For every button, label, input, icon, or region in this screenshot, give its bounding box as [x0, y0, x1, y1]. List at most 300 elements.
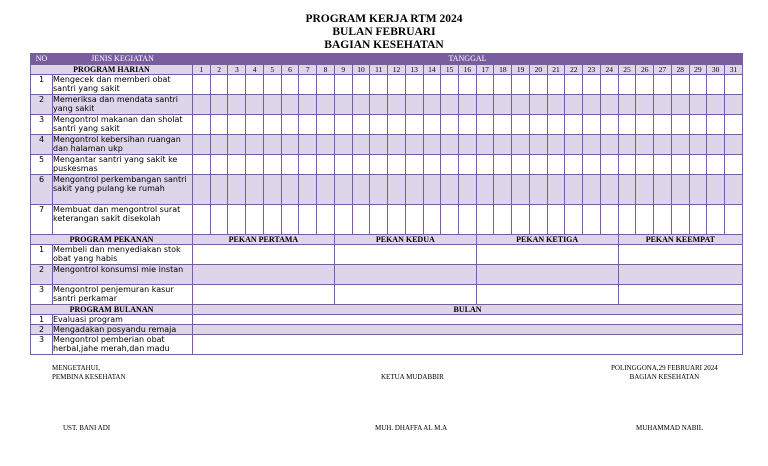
signature-right-line1: POLINGGONA,29 FEBRUARI 2024 [611, 364, 718, 372]
day-cell[interactable] [671, 95, 689, 115]
day-cell[interactable] [600, 115, 618, 135]
day-cell[interactable] [689, 75, 707, 95]
day-cell[interactable] [547, 205, 565, 235]
day-number: 23 [583, 65, 601, 75]
day-cell[interactable] [352, 115, 370, 135]
activity-description: Membuat dan mengontrol surat keterangan sakit disekolah [53, 205, 193, 235]
day-cell[interactable] [423, 155, 441, 175]
header-no: NO [31, 54, 53, 65]
day-cell[interactable] [441, 155, 459, 175]
week-cell[interactable] [476, 245, 618, 265]
day-cell[interactable] [583, 155, 601, 175]
day-cell[interactable] [228, 135, 246, 155]
day-cell[interactable] [263, 115, 281, 135]
day-cell[interactable] [193, 135, 211, 155]
day-cell[interactable] [654, 95, 672, 115]
day-cell[interactable] [671, 135, 689, 155]
day-cell[interactable] [689, 175, 707, 205]
day-number: 30 [707, 65, 725, 75]
day-cell[interactable] [441, 205, 459, 235]
day-cell[interactable] [512, 155, 530, 175]
day-number: 4 [246, 65, 264, 75]
day-cell[interactable] [263, 205, 281, 235]
day-cell[interactable] [193, 95, 211, 115]
day-cell[interactable] [263, 95, 281, 115]
day-cell[interactable] [228, 115, 246, 135]
day-cell[interactable] [370, 205, 388, 235]
table-row [31, 155, 743, 175]
day-cell[interactable] [317, 175, 335, 205]
day-cell[interactable] [317, 75, 335, 95]
day-number: 27 [654, 65, 672, 75]
day-cell[interactable] [228, 175, 246, 205]
day-cell[interactable] [210, 205, 228, 235]
day-cell[interactable] [725, 95, 743, 115]
day-number: 26 [636, 65, 654, 75]
day-cell[interactable] [547, 75, 565, 95]
day-cell[interactable] [334, 115, 352, 135]
day-cell[interactable] [246, 115, 264, 135]
day-cell[interactable] [388, 135, 406, 155]
day-cell[interactable] [352, 135, 370, 155]
week-cell[interactable] [334, 245, 476, 265]
day-cell[interactable] [565, 205, 583, 235]
week-header: PEKAN KEDUA [334, 235, 476, 245]
day-cell[interactable] [636, 175, 654, 205]
day-cell[interactable] [388, 175, 406, 205]
day-cell[interactable] [441, 95, 459, 115]
activity-description: Evaluasi program [53, 315, 193, 325]
day-cell[interactable] [654, 175, 672, 205]
day-cell[interactable] [210, 135, 228, 155]
day-cell[interactable] [689, 205, 707, 235]
row-number: 3 [31, 285, 53, 305]
day-cell[interactable] [423, 175, 441, 205]
day-number: 16 [459, 65, 477, 75]
day-cell[interactable] [210, 115, 228, 135]
day-cell[interactable] [565, 155, 583, 175]
day-cell[interactable] [618, 95, 636, 115]
day-cell[interactable] [529, 95, 547, 115]
activity-description: Mengecek dan memberi obat santri yang sakit [53, 75, 193, 95]
day-cell[interactable] [600, 135, 618, 155]
day-cell[interactable] [299, 135, 317, 155]
day-cell[interactable] [334, 205, 352, 235]
day-cell[interactable] [210, 155, 228, 175]
day-cell[interactable] [565, 115, 583, 135]
day-cell[interactable] [281, 155, 299, 175]
day-cell[interactable] [494, 115, 512, 135]
day-number: 17 [476, 65, 494, 75]
day-cell[interactable] [636, 75, 654, 95]
row-number: 1 [31, 245, 53, 265]
row-number: 1 [31, 75, 53, 95]
day-cell[interactable] [636, 135, 654, 155]
day-cell[interactable] [476, 205, 494, 235]
day-number: 1 [193, 65, 211, 75]
day-cell[interactable] [334, 95, 352, 115]
day-cell[interactable] [263, 155, 281, 175]
day-cell[interactable] [618, 205, 636, 235]
activity-description: Membeli dan menyediakan stok obat yang habis [53, 245, 193, 265]
day-cell[interactable] [281, 175, 299, 205]
day-cell[interactable] [228, 155, 246, 175]
day-cell[interactable] [459, 155, 477, 175]
day-cell[interactable] [476, 115, 494, 135]
table-row [31, 95, 743, 115]
title-line-1: PROGRAM KERJA RTM 2024 [305, 13, 463, 25]
day-cell[interactable] [494, 95, 512, 115]
day-cell[interactable] [476, 135, 494, 155]
signature-center-name: MUH. DHAFFA AL M.A [375, 424, 448, 432]
table-row [31, 175, 743, 205]
day-cell[interactable] [405, 135, 423, 155]
day-cell[interactable] [565, 75, 583, 95]
day-cell[interactable] [263, 135, 281, 155]
row-number: 2 [31, 265, 53, 285]
day-cell[interactable] [689, 115, 707, 135]
day-cell[interactable] [583, 135, 601, 155]
week-cell[interactable] [618, 285, 742, 305]
day-cell[interactable] [281, 115, 299, 135]
day-number: 13 [405, 65, 423, 75]
day-cell[interactable] [636, 205, 654, 235]
day-cell[interactable] [547, 95, 565, 115]
day-cell[interactable] [423, 95, 441, 115]
day-cell[interactable] [334, 155, 352, 175]
day-cell[interactable] [388, 205, 406, 235]
day-cell[interactable] [618, 175, 636, 205]
activity-description: Mengontrol konsumsi mie instan [53, 265, 193, 285]
day-cell[interactable] [689, 135, 707, 155]
day-cell[interactable] [352, 175, 370, 205]
day-cell[interactable] [370, 175, 388, 205]
day-cell[interactable] [494, 75, 512, 95]
day-cell[interactable] [405, 95, 423, 115]
activity-description: Mengontrol penjemuran kasur santri perkamar [53, 285, 193, 305]
day-cell[interactable] [725, 75, 743, 95]
day-cell[interactable] [405, 205, 423, 235]
day-cell[interactable] [547, 135, 565, 155]
day-cell[interactable] [193, 155, 211, 175]
week-cell[interactable] [193, 245, 335, 265]
day-cell[interactable] [512, 115, 530, 135]
week-cell[interactable] [193, 265, 335, 285]
day-cell[interactable] [405, 155, 423, 175]
signature-left-line2: PEMBINA KESEHATAN [52, 373, 126, 381]
day-cell[interactable] [441, 75, 459, 95]
day-cell[interactable] [547, 175, 565, 205]
day-cell[interactable] [689, 95, 707, 115]
day-cell[interactable] [352, 75, 370, 95]
day-cell[interactable] [565, 135, 583, 155]
day-cell[interactable] [494, 175, 512, 205]
week-cell[interactable] [476, 265, 618, 285]
day-cell[interactable] [299, 205, 317, 235]
week-cell[interactable] [193, 285, 335, 305]
day-cell[interactable] [618, 155, 636, 175]
day-cell[interactable] [370, 135, 388, 155]
day-cell[interactable] [370, 95, 388, 115]
day-cell[interactable] [210, 75, 228, 95]
program-table [30, 53, 743, 355]
day-cell[interactable] [405, 175, 423, 205]
day-cell[interactable] [317, 135, 335, 155]
day-cell[interactable] [565, 95, 583, 115]
day-cell[interactable] [707, 75, 725, 95]
day-cell[interactable] [299, 155, 317, 175]
week-cell[interactable] [476, 285, 618, 305]
section-pekanan-row [31, 235, 743, 245]
day-cell[interactable] [583, 75, 601, 95]
day-cell[interactable] [334, 135, 352, 155]
day-cell[interactable] [210, 175, 228, 205]
signature-right-name: MUHAMMAD NABIL [636, 424, 704, 432]
day-cell[interactable] [388, 95, 406, 115]
day-cell[interactable] [441, 175, 459, 205]
day-cell[interactable] [512, 175, 530, 205]
day-cell[interactable] [193, 75, 211, 95]
day-cell[interactable] [725, 175, 743, 205]
day-cell[interactable] [600, 75, 618, 95]
day-cell[interactable] [299, 75, 317, 95]
day-cell[interactable] [707, 95, 725, 115]
week-cell[interactable] [334, 265, 476, 285]
day-cell[interactable] [618, 75, 636, 95]
day-cell[interactable] [228, 95, 246, 115]
day-cell[interactable] [388, 75, 406, 95]
day-cell[interactable] [671, 75, 689, 95]
section-bulanan-title: PROGRAM BULANAN [31, 305, 193, 315]
day-cell[interactable] [529, 115, 547, 135]
day-cell[interactable] [441, 115, 459, 135]
day-cell[interactable] [671, 205, 689, 235]
day-cell[interactable] [671, 155, 689, 175]
day-cell[interactable] [388, 155, 406, 175]
day-cell[interactable] [725, 155, 743, 175]
day-cell[interactable] [228, 205, 246, 235]
day-cell[interactable] [512, 95, 530, 115]
day-cell[interactable] [707, 175, 725, 205]
day-cell[interactable] [671, 175, 689, 205]
day-cell[interactable] [441, 135, 459, 155]
day-cell[interactable] [334, 75, 352, 95]
day-cell[interactable] [707, 205, 725, 235]
day-cell[interactable] [370, 155, 388, 175]
day-cell[interactable] [583, 175, 601, 205]
day-cell[interactable] [512, 135, 530, 155]
day-cell[interactable] [423, 115, 441, 135]
table-header-row [31, 54, 743, 65]
day-cell[interactable] [529, 205, 547, 235]
day-cell[interactable] [476, 175, 494, 205]
day-cell[interactable] [193, 175, 211, 205]
table-row [31, 205, 743, 235]
day-cell[interactable] [547, 155, 565, 175]
activity-description: Mengontrol kebersihan ruangan dan halaman ukp [53, 135, 193, 155]
day-cell[interactable] [317, 95, 335, 115]
day-cell[interactable] [317, 155, 335, 175]
activity-description: Mengantar santri yang sakit ke puskesmas [53, 155, 193, 175]
week-header: PEKAN KEEMPAT [618, 235, 742, 245]
day-number: 18 [494, 65, 512, 75]
day-cell[interactable] [405, 75, 423, 95]
day-cell[interactable] [281, 75, 299, 95]
signature-center-line: KETUA MUDABBIR [381, 373, 444, 381]
table-row [31, 285, 743, 305]
day-cell[interactable] [654, 135, 672, 155]
day-cell[interactable] [583, 115, 601, 135]
day-cell[interactable] [334, 175, 352, 205]
day-cell[interactable] [210, 95, 228, 115]
day-number: 9 [334, 65, 352, 75]
day-cell[interactable] [600, 205, 618, 235]
day-cell[interactable] [193, 115, 211, 135]
day-cell[interactable] [317, 115, 335, 135]
day-cell[interactable] [512, 205, 530, 235]
day-cell[interactable] [476, 155, 494, 175]
month-cell[interactable] [193, 325, 743, 335]
header-tanggal: TANGGAL [193, 54, 743, 65]
day-number: 5 [263, 65, 281, 75]
day-cell[interactable] [459, 135, 477, 155]
day-cell[interactable] [512, 75, 530, 95]
day-cell[interactable] [423, 135, 441, 155]
week-header: PEKAN PERTAMA [193, 235, 335, 245]
week-cell[interactable] [334, 285, 476, 305]
day-cell[interactable] [246, 205, 264, 235]
day-cell[interactable] [352, 155, 370, 175]
day-cell[interactable] [228, 75, 246, 95]
title-line-3: BAGIAN KESEHATAN [324, 39, 444, 51]
row-number: 6 [31, 175, 53, 205]
day-cell[interactable] [281, 135, 299, 155]
day-number: 6 [281, 65, 299, 75]
day-cell[interactable] [600, 95, 618, 115]
activity-description: Mengadakan posyandu remaja [53, 325, 193, 335]
day-cell[interactable] [494, 135, 512, 155]
day-cell[interactable] [246, 75, 264, 95]
day-cell[interactable] [654, 115, 672, 135]
day-number: 10 [352, 65, 370, 75]
activity-description: Mengontrol pemberian obat herbal,jahe merah,dan madu [53, 335, 193, 355]
day-cell[interactable] [299, 175, 317, 205]
day-cell[interactable] [636, 155, 654, 175]
week-cell[interactable] [618, 265, 742, 285]
day-cell[interactable] [476, 95, 494, 115]
day-cell[interactable] [565, 175, 583, 205]
day-cell[interactable] [529, 175, 547, 205]
day-cell[interactable] [494, 155, 512, 175]
day-number: 31 [725, 65, 743, 75]
day-cell[interactable] [370, 115, 388, 135]
day-cell[interactable] [725, 135, 743, 155]
day-cell[interactable] [317, 205, 335, 235]
day-cell[interactable] [370, 75, 388, 95]
day-cell[interactable] [193, 205, 211, 235]
document-title [0, 13, 768, 52]
day-cell[interactable] [547, 115, 565, 135]
day-cell[interactable] [281, 95, 299, 115]
day-number: 3 [228, 65, 246, 75]
day-cell[interactable] [246, 155, 264, 175]
day-cell[interactable] [689, 155, 707, 175]
signature-right-line2: BAGIAN KESEHATAN [629, 373, 700, 381]
day-cell[interactable] [246, 175, 264, 205]
day-cell[interactable] [423, 75, 441, 95]
day-cell[interactable] [459, 205, 477, 235]
day-number: 2 [210, 65, 228, 75]
activity-description: Mengontrol perkembangan santri sakit yang pulang ke rumah [53, 175, 193, 205]
day-cell[interactable] [352, 95, 370, 115]
table-row [31, 315, 743, 325]
day-cell[interactable] [600, 155, 618, 175]
row-number: 3 [31, 115, 53, 135]
day-cell[interactable] [707, 115, 725, 135]
day-cell[interactable] [636, 95, 654, 115]
day-cell[interactable] [459, 115, 477, 135]
day-cell[interactable] [725, 205, 743, 235]
day-cell[interactable] [636, 115, 654, 135]
day-cell[interactable] [671, 115, 689, 135]
day-cell[interactable] [246, 135, 264, 155]
day-cell[interactable] [707, 135, 725, 155]
day-cell[interactable] [529, 75, 547, 95]
signature-center-header [381, 373, 444, 382]
header-jenis-kegiatan: JENIS KEGIATAN [53, 54, 193, 65]
title-line-2: BULAN FEBRUARI [332, 26, 436, 38]
month-cell[interactable] [193, 335, 743, 355]
day-cell[interactable] [263, 175, 281, 205]
day-cell[interactable] [583, 95, 601, 115]
day-cell[interactable] [725, 115, 743, 135]
day-cell[interactable] [529, 135, 547, 155]
day-cell[interactable] [459, 95, 477, 115]
day-cell[interactable] [459, 75, 477, 95]
day-cell[interactable] [299, 115, 317, 135]
week-cell[interactable] [618, 245, 742, 265]
day-cell[interactable] [707, 155, 725, 175]
day-cell[interactable] [423, 205, 441, 235]
day-cell[interactable] [281, 205, 299, 235]
table-row [31, 335, 743, 355]
day-cell[interactable] [583, 205, 601, 235]
day-cell[interactable] [494, 205, 512, 235]
day-cell[interactable] [600, 175, 618, 205]
day-cell[interactable] [388, 115, 406, 135]
day-cell[interactable] [459, 175, 477, 205]
month-cell[interactable] [193, 315, 743, 325]
row-number: 4 [31, 135, 53, 155]
day-cell[interactable] [246, 95, 264, 115]
day-cell[interactable] [654, 75, 672, 95]
day-cell[interactable] [618, 115, 636, 135]
day-cell[interactable] [405, 115, 423, 135]
day-number: 20 [529, 65, 547, 75]
day-cell[interactable] [299, 95, 317, 115]
day-cell[interactable] [352, 205, 370, 235]
day-cell[interactable] [263, 75, 281, 95]
day-number: 7 [299, 65, 317, 75]
day-cell[interactable] [618, 135, 636, 155]
day-number: 19 [512, 65, 530, 75]
day-cell[interactable] [476, 75, 494, 95]
day-cell[interactable] [654, 155, 672, 175]
day-cell[interactable] [529, 155, 547, 175]
day-cell[interactable] [654, 205, 672, 235]
bulan-header: BULAN [193, 305, 743, 315]
row-number: 5 [31, 155, 53, 175]
